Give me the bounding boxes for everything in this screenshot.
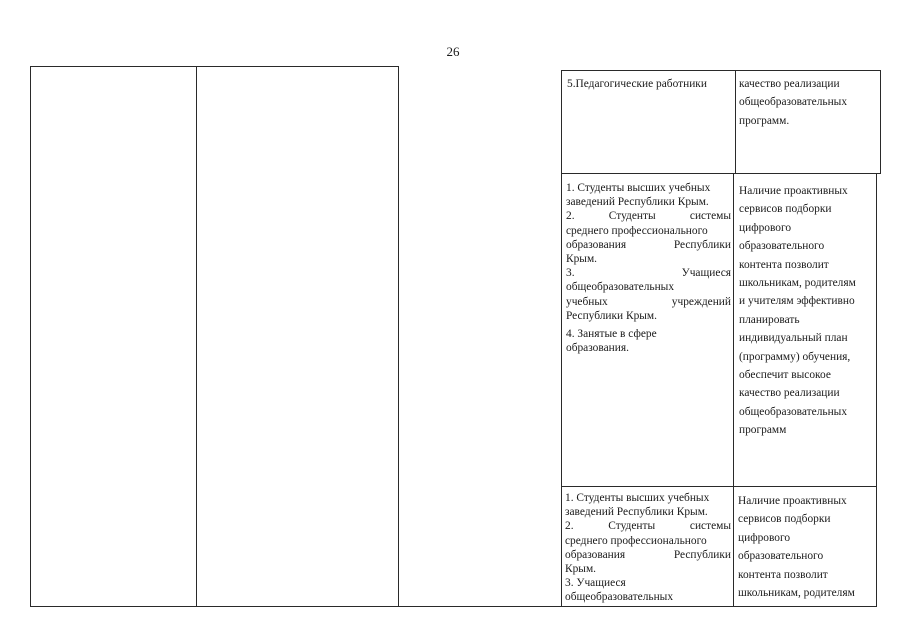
page-number: 26 xyxy=(446,44,460,59)
cell-text: образования Республики xyxy=(565,548,731,561)
cell-text: программ xyxy=(739,424,787,437)
cell-text: программ. xyxy=(739,114,790,127)
cell-text: контента позволит xyxy=(738,568,828,581)
cell-text: качество реализации xyxy=(739,78,840,90)
column-divider xyxy=(735,70,736,173)
effect-cell xyxy=(739,75,877,130)
row-divider xyxy=(561,173,881,174)
cell-text: Республики Крым. xyxy=(566,309,657,322)
cell-text: контента позволит xyxy=(739,258,829,271)
column-divider xyxy=(733,173,734,607)
column-divider xyxy=(561,70,562,607)
cell-text: 1. Студенты высших учебных xyxy=(565,492,710,504)
cell-text: цифрового xyxy=(738,531,791,544)
cell-text: образования Республики xyxy=(566,238,731,251)
cell-text: обеспечит высокое xyxy=(739,369,831,382)
participants-cell xyxy=(565,491,731,605)
cell-text: общеобразовательных xyxy=(739,96,848,109)
cell-text: качество реализации xyxy=(739,387,840,400)
table-border-bottom xyxy=(30,606,877,607)
cell-text: заведений Республики Крым. xyxy=(566,196,709,209)
cell-text: сервисов подборки xyxy=(738,513,831,526)
cell-text: 2. Студенты системы xyxy=(566,210,731,223)
cell-text: 5.Педагогические работники xyxy=(567,78,707,90)
table-border-top xyxy=(30,66,399,67)
column-divider xyxy=(398,66,399,607)
row-divider xyxy=(561,486,877,487)
cell-text: (программу) обучения, xyxy=(739,350,851,363)
cell-text: 1. Студенты высших учебных xyxy=(566,182,711,194)
cell-text: Наличие проактивных xyxy=(739,185,848,197)
table-border-right xyxy=(880,70,881,173)
cell-text: школьникам, родителям xyxy=(738,587,855,600)
cell-text: 4. Занятые в сфере xyxy=(566,328,657,341)
table-border-top xyxy=(561,70,881,71)
table-border-left xyxy=(30,66,31,607)
cell-text: образования. xyxy=(566,342,629,355)
cell-text: 3. Учащиеся xyxy=(565,577,626,590)
cell-text: 3. Учащиеся xyxy=(566,267,731,280)
cell-text: общеобразовательных xyxy=(739,405,848,418)
cell-text: школьникам, родителям xyxy=(739,277,856,290)
effect-cell xyxy=(739,182,879,440)
cell-text: учебных учреждений xyxy=(566,295,731,308)
cell-text: общеобразовательных xyxy=(565,591,674,604)
cell-text: среднего профессионального xyxy=(565,534,707,547)
cell-text: планировать xyxy=(739,313,800,326)
cell-text: Крым. xyxy=(566,253,598,266)
cell-text: заведений Республики Крым. xyxy=(565,506,708,519)
cell-text: общеобразовательных xyxy=(566,281,675,294)
cell-text: среднего профессионального xyxy=(566,224,708,237)
cell-text: Крым. xyxy=(565,563,597,576)
participants-cell xyxy=(566,181,731,355)
cell-text: образовательного xyxy=(738,550,824,563)
cell-text: индивидуальный план xyxy=(739,332,848,345)
cell-text: сервисов подборки xyxy=(739,203,832,216)
column-divider xyxy=(196,66,197,607)
participants-cell xyxy=(567,77,731,91)
cell-text: цифрового xyxy=(739,221,792,234)
cell-text: образовательного xyxy=(739,240,825,253)
cell-text: 2. Студенты системы xyxy=(565,520,731,533)
cell-text: и учителям эффективно xyxy=(739,295,855,308)
effect-cell xyxy=(738,492,876,602)
cell-text: Наличие проактивных xyxy=(738,495,847,507)
